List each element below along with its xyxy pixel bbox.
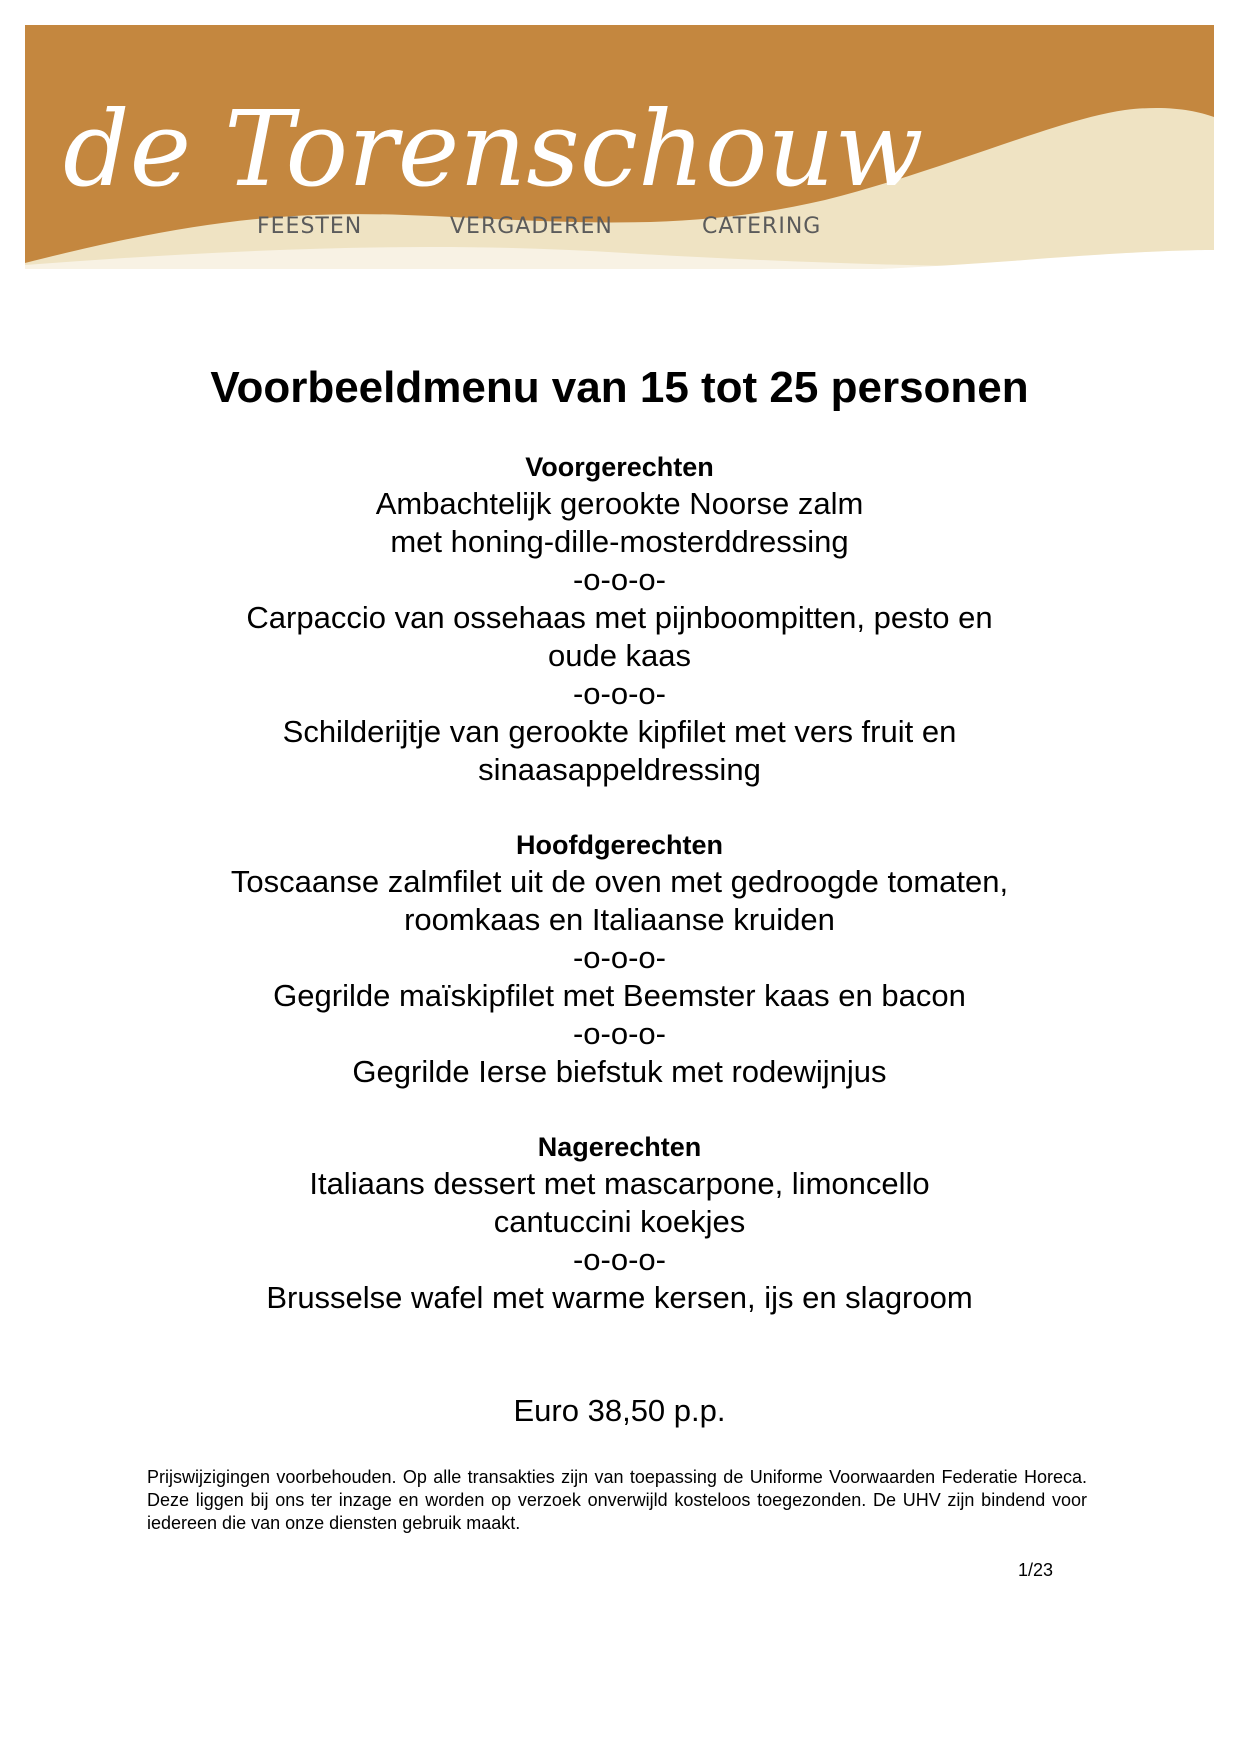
course-heading: Voorgerechten: [525, 452, 714, 482]
logo-text: de Torenschouw: [63, 88, 924, 210]
dish-line: Gegrilde Ierse biefstuk met rodewijnjus: [352, 1054, 887, 1089]
banner-graphic: [25, 25, 1214, 269]
dish-separator: -o-o-o-: [572, 676, 666, 711]
dish-line: Schilderijtje van gerookte kipfilet met vers fruit en: [282, 714, 957, 749]
course-heading: Nagerechten: [537, 1132, 702, 1162]
dish-line: Carpaccio van ossehaas met pijnboompitten, pesto en: [246, 600, 993, 635]
dish-line: Gegrilde maïskipfilet met Beemster kaas en bacon: [273, 978, 966, 1013]
tagline-vergaderen: VERGADEREN: [450, 214, 613, 239]
dish-line: Ambachtelijk gerookte Noorse zalm: [375, 486, 864, 521]
menu-body: [120, 449, 1119, 1355]
header-banner: [25, 25, 1214, 269]
disclaimer-text: Prijswijzigingen voorbehouden. Op alle transakties zijn van toepassing de Uniforme Voorwaarden Federatie Horeca. Deze liggen bij ons ter inzage en worden op verzoek onverwijld kosteloos toegezonden. De UHV zijn bindend voor iedereen die van onze diensten gebruik maakt.: [147, 1467, 1087, 1533]
dish-line: cantuccini koekjes: [493, 1204, 746, 1239]
dish-line: sinaasappeldressing: [478, 752, 761, 787]
dish-line: oude kaas: [547, 638, 692, 673]
dish-separator: -o-o-o-: [572, 1242, 666, 1277]
dish-line: Italiaans dessert met mascarpone, limoncello: [309, 1166, 930, 1201]
course-nagerechten: [120, 1129, 1119, 1317]
price: Euro 38,50 p.p.: [513, 1393, 726, 1428]
dish-line: Toscaanse zalmfilet uit de oven met gedroogde tomaten,: [230, 864, 1009, 899]
dish-separator: -o-o-o-: [572, 562, 666, 597]
course-hoofdgerechten: [120, 827, 1119, 1091]
dish-line: met honing-dille-mosterddressing: [390, 524, 849, 559]
dish-line: Brusselse wafel met warme kersen, ijs en slagroom: [266, 1280, 973, 1315]
course-voorgerechten: [120, 449, 1119, 789]
tagline-feesten: FEESTEN: [257, 214, 363, 239]
page-title: Voorbeeldmenu van 15 tot 25 personen: [210, 363, 1029, 412]
page-number: 1/23: [1017, 1560, 1053, 1580]
tagline-catering: CATERING: [702, 214, 822, 239]
dish-separator: -o-o-o-: [572, 940, 666, 975]
dish-line: roomkaas en Italiaanse kruiden: [404, 902, 835, 937]
course-heading: Hoofdgerechten: [515, 830, 723, 860]
dish-separator: -o-o-o-: [572, 1016, 666, 1051]
